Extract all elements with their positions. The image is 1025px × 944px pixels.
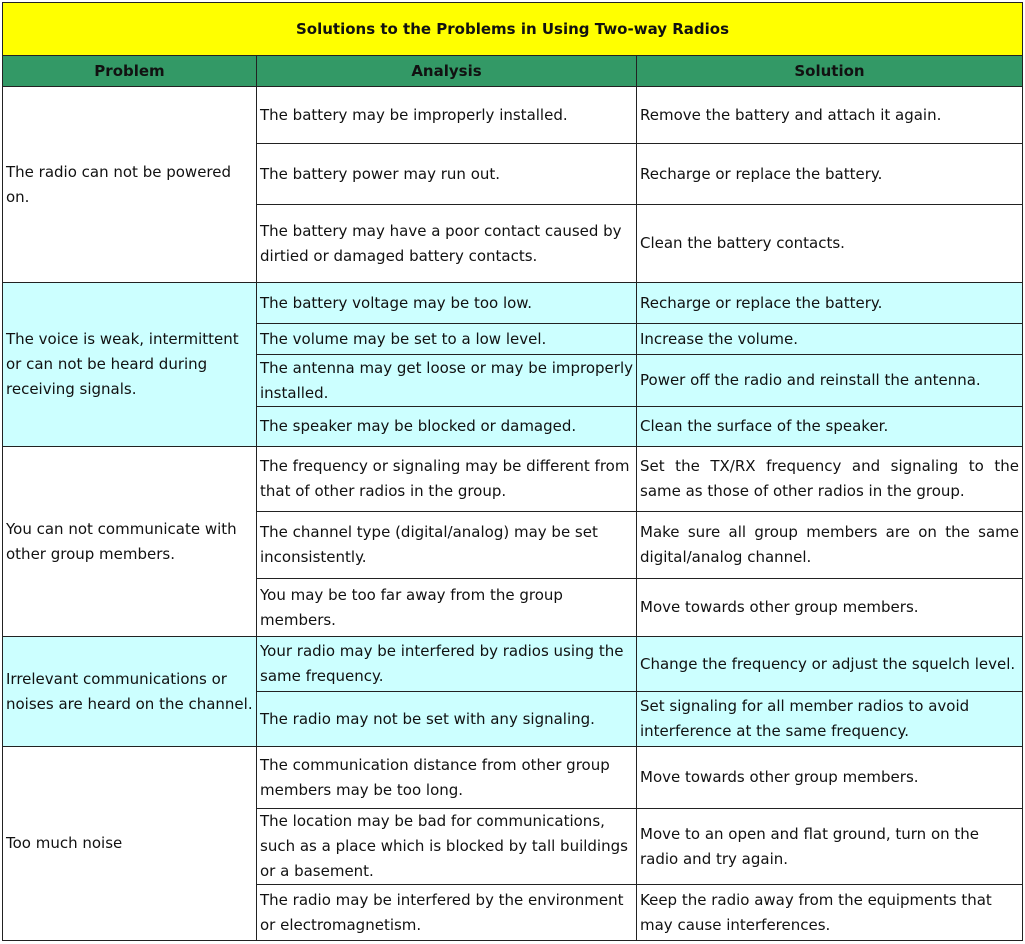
solution-cell: Move towards other group members. [637, 579, 1023, 637]
table-row [3, 87, 1023, 144]
solution-cell: Set signaling for all member radios to avoid interference at the same frequency. [637, 692, 1023, 747]
solution-cell: Power off the radio and reinstall the antenna. [637, 355, 1023, 407]
table-row [3, 447, 1023, 512]
analysis-cell: The radio may be interfered by the environment or electromagnetism. [257, 885, 637, 941]
solution-cell: Recharge or replace the battery. [637, 144, 1023, 205]
analysis-cell: The battery power may run out. [257, 144, 637, 205]
solution-cell: Move towards other group members. [637, 747, 1023, 809]
solution-cell: Move to an open and flat ground, turn on the radio and try again. [637, 809, 1023, 885]
table-row [3, 283, 1023, 324]
table-row [3, 747, 1023, 809]
solution-cell: Increase the volume. [637, 324, 1023, 355]
header-row [3, 56, 1023, 87]
solution-cell: Remove the battery and attach it again. [637, 87, 1023, 144]
title-row [3, 3, 1023, 56]
header-solution: Solution [637, 56, 1023, 87]
analysis-cell: The channel type (digital/analog) may be set inconsistently. [257, 512, 637, 579]
analysis-cell: Your radio may be interfered by radios using the same frequency. [257, 637, 637, 692]
solution-cell: Make sure all group members are on the same digital/analog channel. [637, 512, 1023, 579]
solution-cell: Clean the surface of the speaker. [637, 407, 1023, 447]
solution-cell: Set the TX/RX frequency and signaling to the same as those of other radios in the group. [637, 447, 1023, 512]
analysis-cell: The battery may be improperly installed. [257, 87, 637, 144]
problem-cell: The voice is weak, intermittent or can not be heard during receiving signals. [3, 283, 257, 447]
troubleshooting-table [2, 2, 1023, 941]
header-problem: Problem [3, 56, 257, 87]
solution-cell: Clean the battery contacts. [637, 205, 1023, 283]
header-analysis: Analysis [257, 56, 637, 87]
problem-cell: The radio can not be powered on. [3, 87, 257, 283]
solution-cell: Change the frequency or adjust the squelch level. [637, 637, 1023, 692]
analysis-cell: The speaker may be blocked or damaged. [257, 407, 637, 447]
analysis-cell: The battery may have a poor contact caused by dirtied or damaged battery contacts. [257, 205, 637, 283]
problem-cell: Irrelevant communications or noises are heard on the channel. [3, 637, 257, 747]
solution-cell: Recharge or replace the battery. [637, 283, 1023, 324]
analysis-cell: The radio may not be set with any signaling. [257, 692, 637, 747]
analysis-cell: The communication distance from other group members may be too long. [257, 747, 637, 809]
table-row [3, 637, 1023, 692]
analysis-cell: The battery voltage may be too low. [257, 283, 637, 324]
analysis-cell: You may be too far away from the group members. [257, 579, 637, 637]
problem-cell: Too much noise [3, 747, 257, 941]
table-title: Solutions to the Problems in Using Two-way Radios [3, 3, 1023, 56]
analysis-cell: The antenna may get loose or may be improperly installed. [257, 355, 637, 407]
analysis-cell: The location may be bad for communications, such as a place which is blocked by tall buildings or a basement. [257, 809, 637, 885]
analysis-cell: The volume may be set to a low level. [257, 324, 637, 355]
problem-cell: You can not communicate with other group members. [3, 447, 257, 637]
solution-cell: Keep the radio away from the equipments that may cause interferences. [637, 885, 1023, 941]
analysis-cell: The frequency or signaling may be different from that of other radios in the group. [257, 447, 637, 512]
